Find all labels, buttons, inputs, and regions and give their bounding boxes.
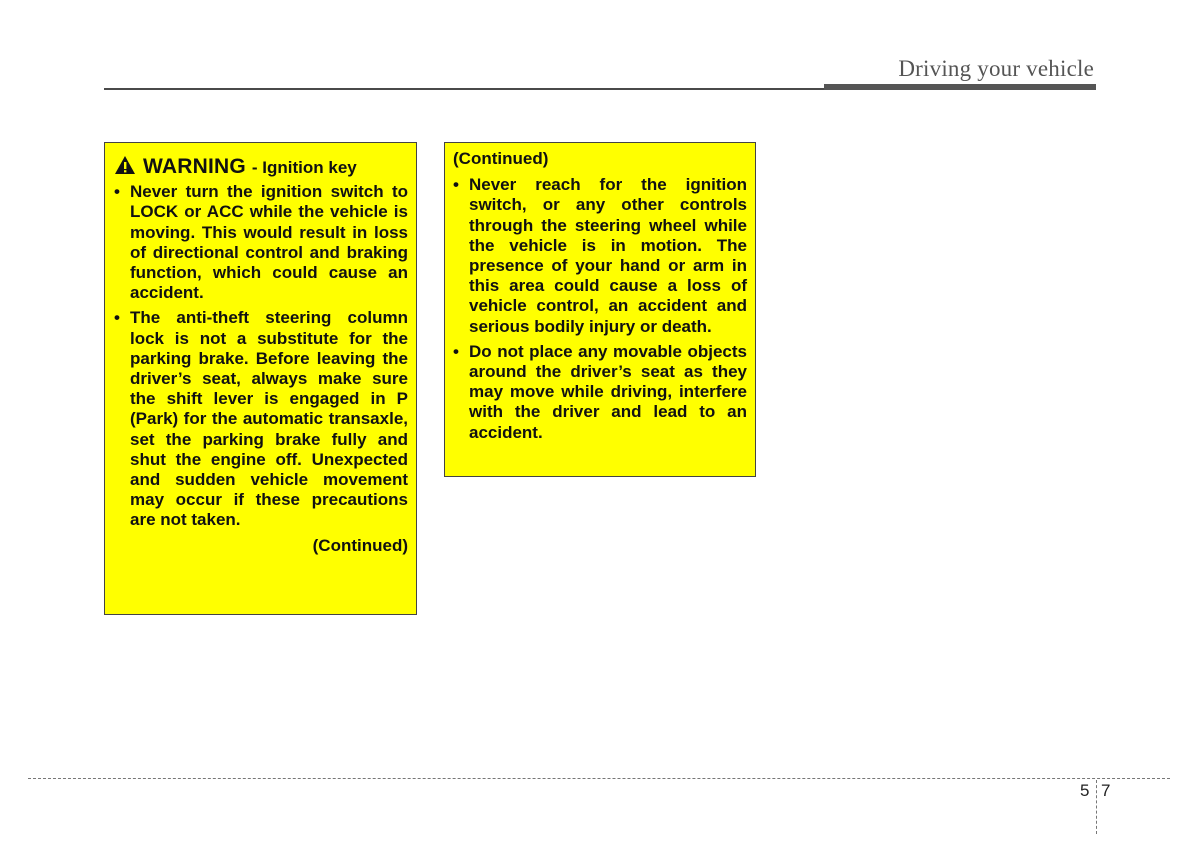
warning-bullet: • Do not place any movable objects around the driver’s seat as they may move while driving, interfere with the driver and lead to an accident. [453, 341, 747, 442]
warning-bullet-text: Never turn the ignition switch to LOCK or ACC while the vehicle is moving. This would result in loss of directional control and braking function, which could cause an accident. [130, 182, 408, 303]
warning-subtitle: - Ignition key [251, 158, 357, 177]
page-number-divider [1096, 780, 1097, 834]
warning-bullet: • Never reach for the ignition switch, or any other controls through the steering wheel while the vehicle is in motion. The presence of your hand or arm in this area could cause a loss of vehicle control, an accident and serious bodily injury or death. [453, 175, 747, 336]
warning-box-continued [444, 142, 756, 477]
warning-triangle-icon [114, 155, 136, 175]
warning-bullet-text: Never reach for the ignition switch, or any other controls through the steering wheel while the vehicle is in motion. The presence of your hand or arm in this area could cause a loss of vehicle control, an accident and serious bodily injury or death. [469, 175, 747, 336]
header-rule-accent [824, 84, 1096, 90]
warning-bullet-text: Do not place any movable objects around the driver’s seat as they may move while driving, interfere with the driver and lead to an accident. [469, 341, 747, 442]
warning-bullet-text: The anti-theft steering column lock is not a substitute for the parking brake. Before leaving the driver’s seat, always make sure the shift lever is engaged in P (Park) for the automatic transaxle, set the parking brake fully and shut the engine off. Unexpected and sudden vehicle movement may occur if these precautions are not taken. [130, 308, 408, 530]
continued-label: (Continued) [453, 149, 549, 168]
warning-heading [114, 153, 408, 178]
section-title: Driving your vehicle [898, 56, 1094, 81]
page-number: 7 [1101, 781, 1111, 800]
warning-bullet: • The anti-theft steering column lock is not a substitute for the parking brake. Before leaving the driver’s seat, always make sure the shift lever is engaged in P (Park) for the automatic transaxle, set the parking brake fully and shut the engine off. Unexpected and sudden vehicle movement may occur if these precautions are not taken. [114, 308, 408, 530]
footer-rule [28, 778, 1170, 779]
warning-title: WARNING [143, 155, 246, 178]
warning-bullet-list [453, 175, 747, 443]
warning-box-ignition-key [104, 142, 417, 615]
header-rule [104, 88, 826, 90]
warning-bullet-list [114, 182, 408, 530]
warning-bullet: • Never turn the ignition switch to LOCK or ACC while the vehicle is moving. This would result in loss of directional control and braking function, which could cause an accident. [114, 182, 408, 303]
continued-label: (Continued) [312, 535, 408, 555]
section-number: 5 [1080, 781, 1090, 800]
